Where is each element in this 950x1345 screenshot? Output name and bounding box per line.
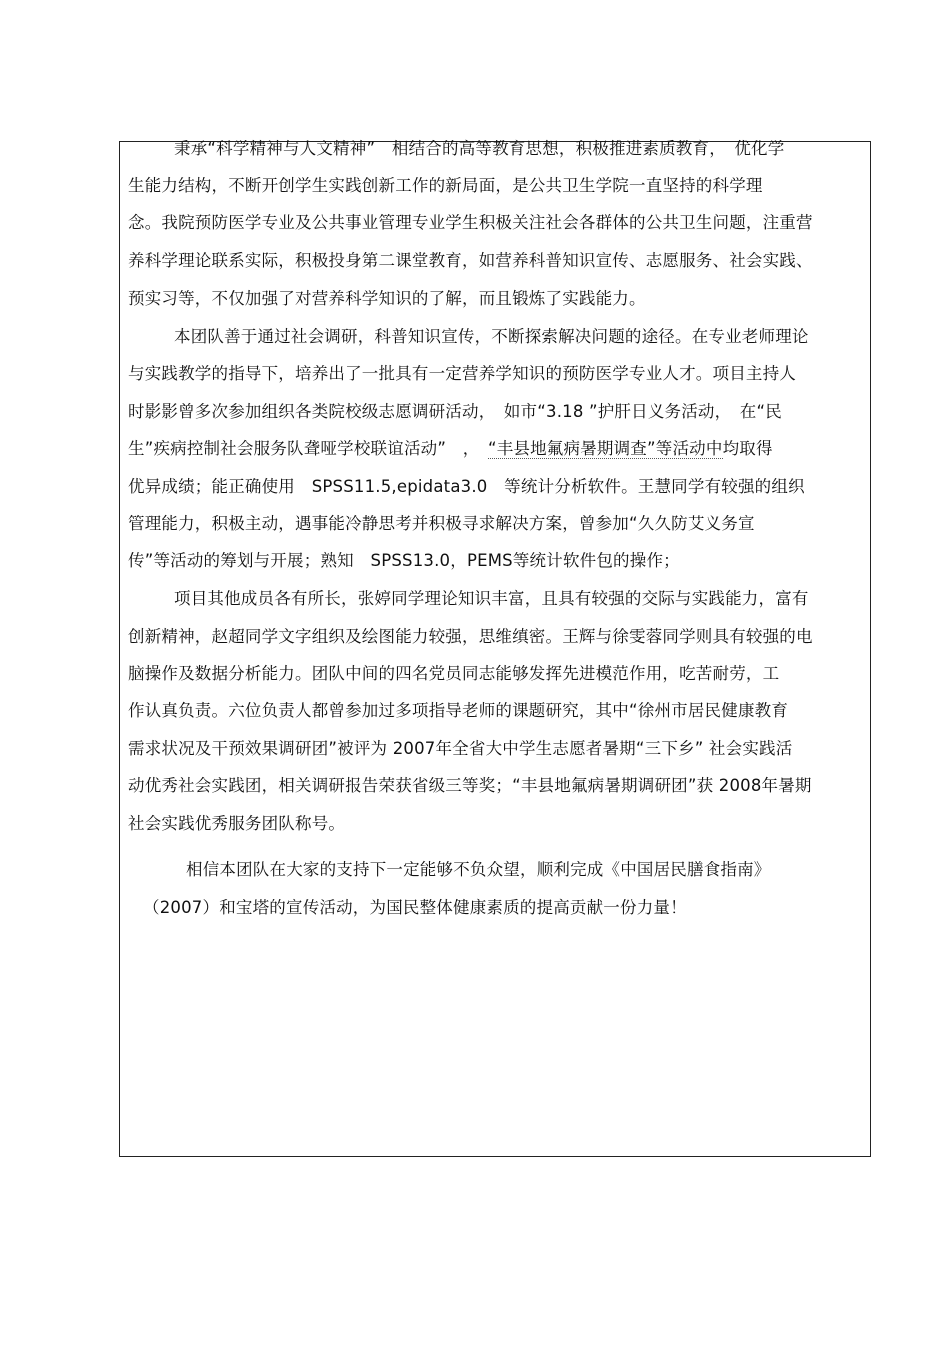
text-segment: 生”疾病控制社会服务队聋哑学校联谊活动” ，: [128, 439, 488, 458]
paragraph-3-line-7: 社会实践优秀服务团队称号。: [128, 814, 346, 833]
paragraph-2-line-2: 与实践教学的指导下，培养出了一批具有一定营养学知识的预防医学专业人才。项目主持人: [128, 364, 796, 383]
paragraph-4-line-2: （2007）和宝塔的宣传活动，为国民整体健康素质的提高贡献一份力量！: [143, 898, 687, 917]
paragraph-4-line-1: 相信本团队在大家的支持下一定能够不负众望，顺利完成《中国居民膳食指南》: [186, 860, 771, 879]
paragraph-3-line-5: 需求状况及干预效果调研团”被评为 2007年全省大中学生志愿者暑期“三下乡” 社会实践活: [128, 739, 793, 758]
paragraph-3-line-4: 作认真负责。六位负责人都曾参加过多项指导老师的课题研究，其中“徐州市居民健康教育: [128, 701, 789, 720]
paragraph-3-line-1: 项目其他成员各有所长，张婷同学理论知识丰富，且具有较强的交际与实践能力，富有: [174, 589, 809, 608]
paragraph-2-line-1: 本团队善于通过社会调研，科普知识宣传，不断探索解决问题的途径。在专业老师理论: [174, 327, 809, 346]
paragraph-2-line-4: [128, 434, 773, 464]
paragraph-1-line-5: 预实习等，不仅加强了对营养科学知识的了解，而且锻炼了实践能力。: [128, 289, 646, 308]
paragraph-3-line-3: 脑操作及数据分析能力。团队中间的四名党员同志能够发挥先进模范作用，吃苦耐劳，工: [128, 664, 780, 683]
dotted-underline-segment: “丰县地氟病暑期调查”等活动中: [487, 439, 723, 458]
text-segment: 均取得: [722, 439, 773, 458]
paragraph-3-line-2: 创新精神，赵超同学文字组织及绘图能力较强，思维缜密。王辉与徐雯蓉同学则具有较强的电: [128, 627, 813, 646]
paragraph-2-line-7: 传”等活动的筹划与开展；熟知 SPSS13.0，PEMS等统计软件包的操作；: [128, 551, 680, 570]
paragraph-1-line-3: 念。我院预防医学专业及公共事业管理专业学生积极关注社会各群体的公共卫生问题，注重营: [128, 213, 813, 232]
paragraph-1-line-2: 生能力结构，不断开创学生实践创新工作的新局面，是公共卫生学院一直坚持的科学理: [128, 176, 763, 195]
paragraph-3-line-6: 动优秀社会实践团，相关调研报告荣获省级三等奖；“丰县地氟病暑期调研团”获 2008年暑期: [128, 776, 812, 795]
paragraph-1-line-1: 秉承“科学精神与人文精神” 相结合的高等教育思想，积极推进素质教育， 优化学: [174, 139, 785, 158]
paragraph-2-line-6: 管理能力，积极主动，遇事能冷静思考并积极寻求解决方案，曾参加“久久防艾义务宣: [128, 514, 755, 533]
paragraph-1-line-4: 养科学理论联系实际，积极投身第二课堂教育，如营养科普知识宣传、志愿服务、社会实践、: [128, 251, 813, 270]
paragraph-2-line-3: 时影影曾多次参加组织各类院校级志愿调研活动， 如市“3.18 ”护肝日义务活动， 在“民: [128, 402, 782, 421]
paragraph-2-line-5: 优异成绩；能正确使用 SPSS11.5,epidata3.0 等统计分析软件。王慧同学有较强的组织: [128, 477, 805, 496]
